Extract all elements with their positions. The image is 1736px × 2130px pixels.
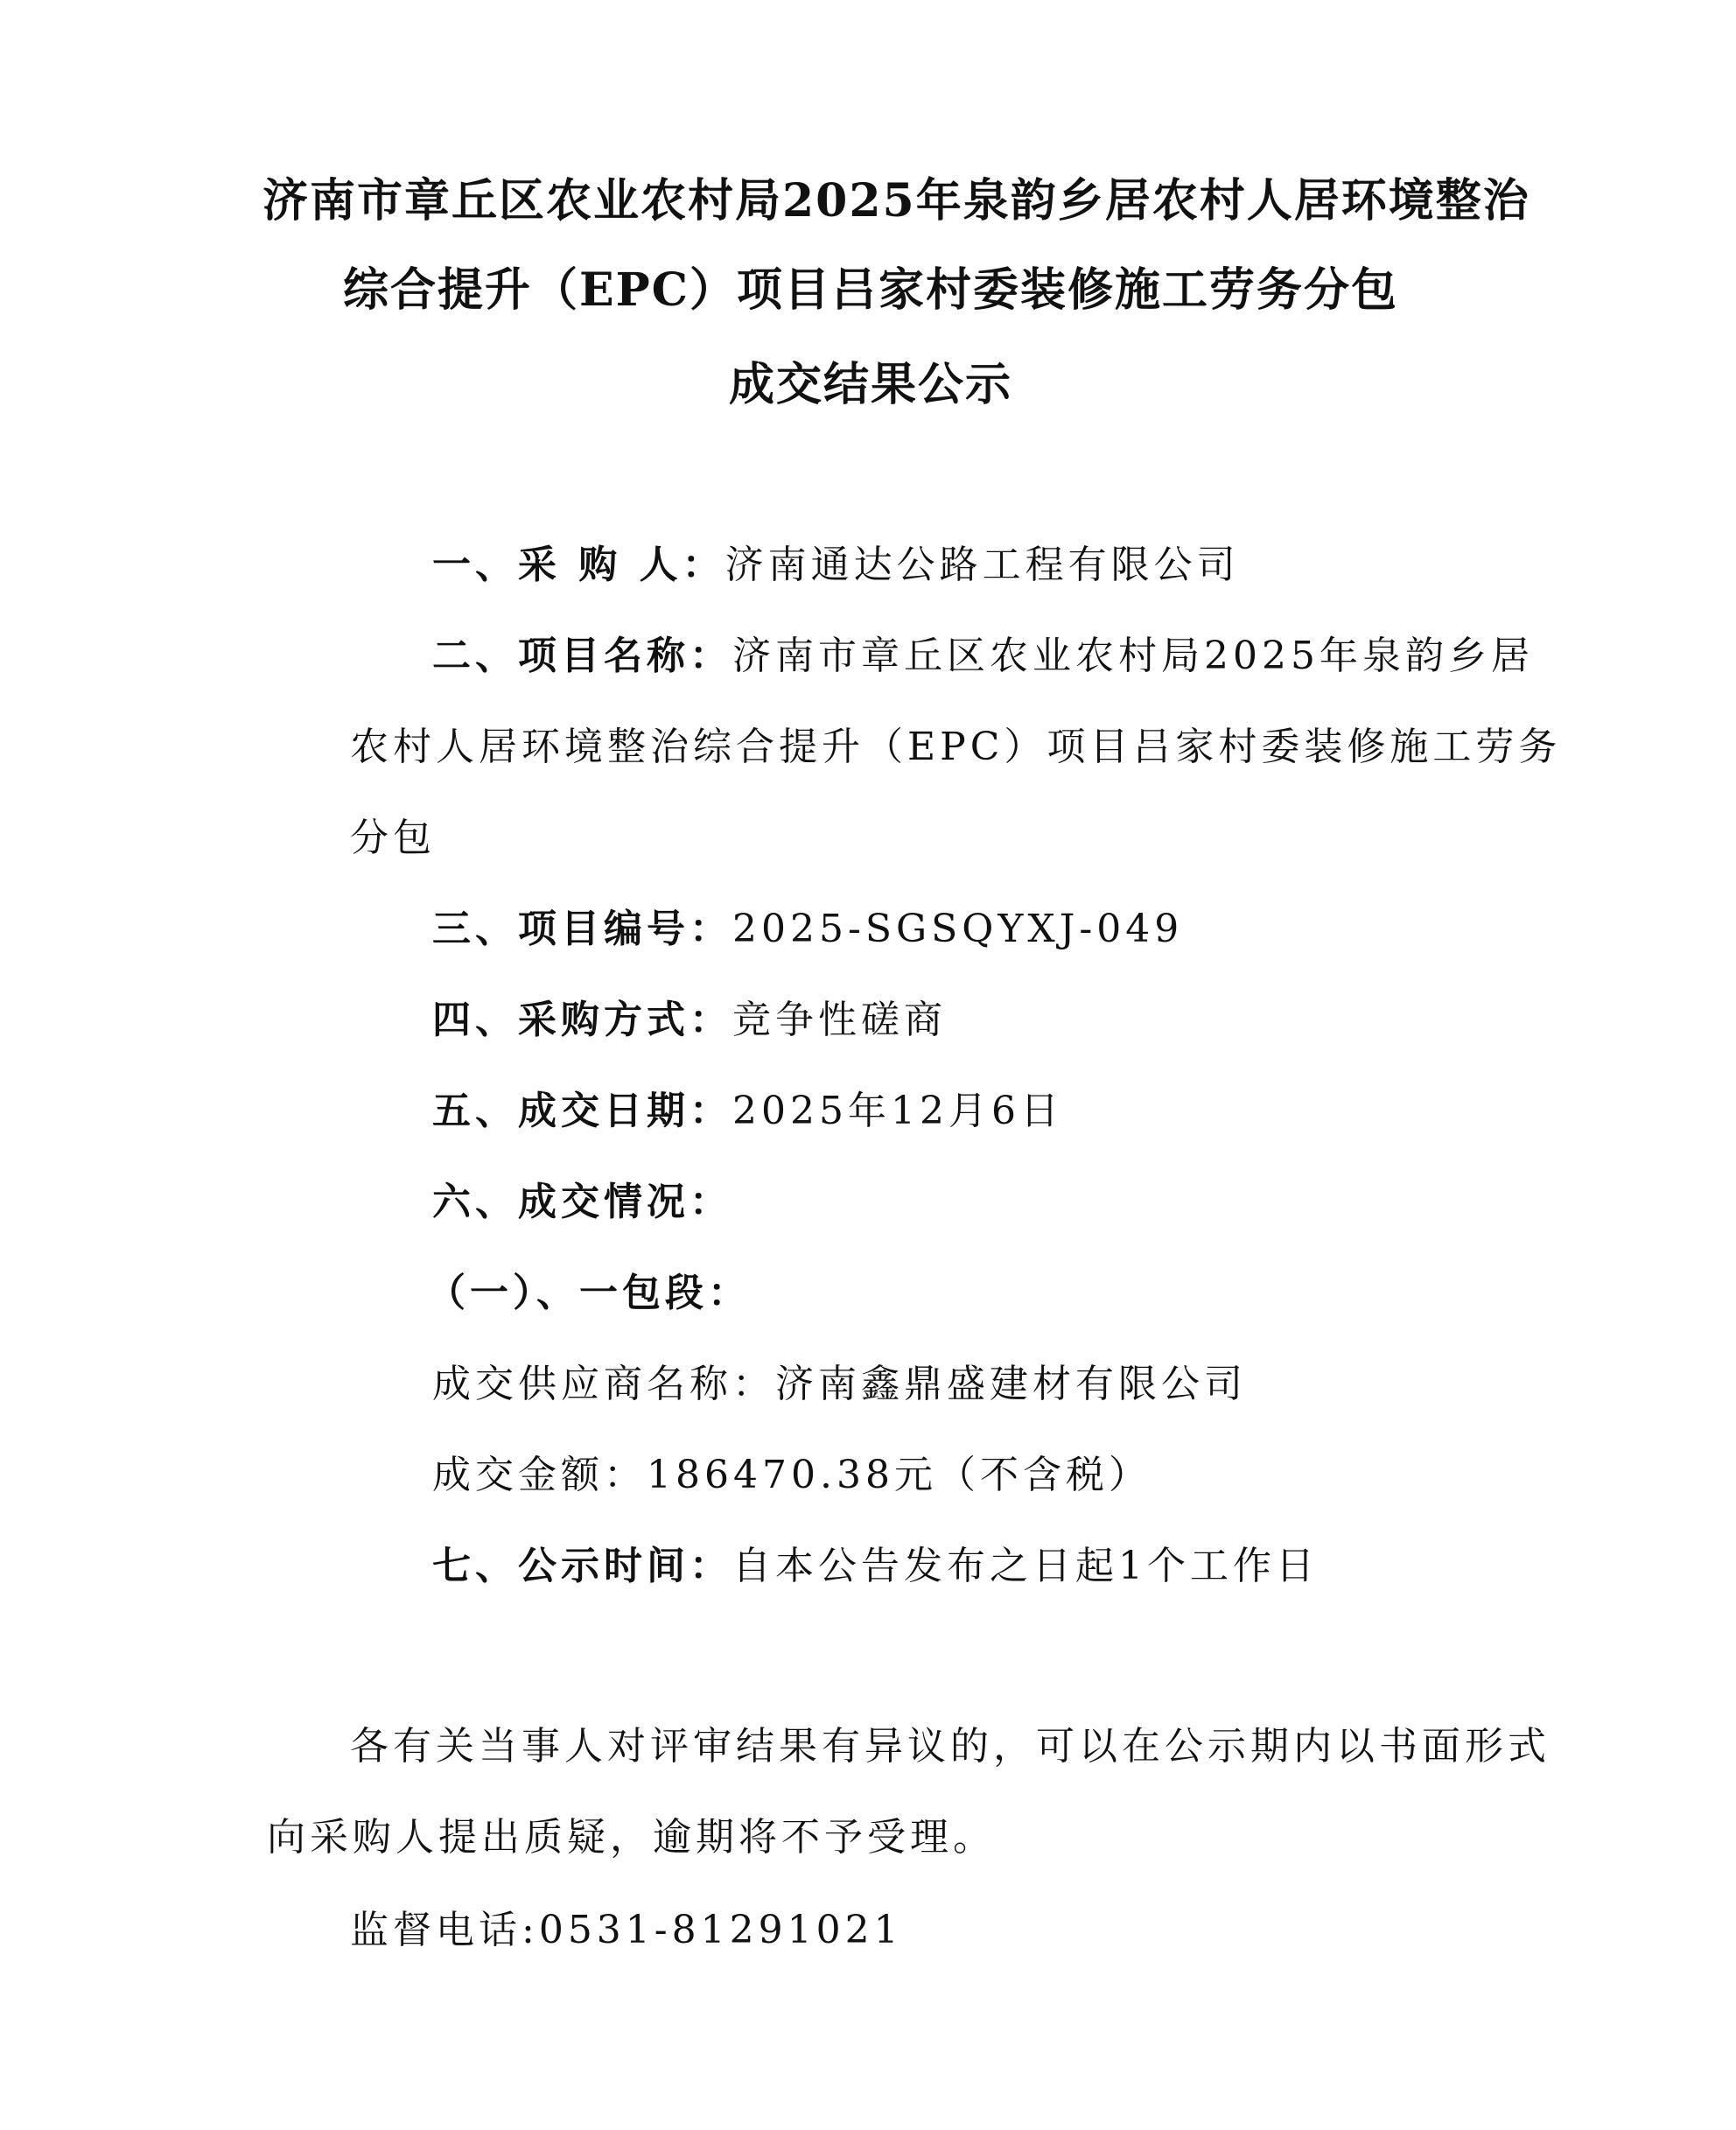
deal-date-value: 2025年12月6日 (732, 1089, 1063, 1133)
purchaser-label: 一、采 购 人： (432, 543, 725, 587)
amount-line: 成交金额：186470.38元（不含税） (432, 1453, 1152, 1497)
publicity-period-value: 自本公告发布之日起1个工作日 (732, 1544, 1319, 1588)
procurement-method-label: 四、采购方式： (432, 998, 732, 1042)
deal-date-row (432, 1087, 1063, 1136)
procurement-method-row (432, 996, 947, 1045)
objection-notice-line-1: 各有关当事人对评审结果有异议的，可以在公示期内以书面形式 (350, 1724, 1550, 1769)
purchaser-value: 济南通达公路工程有限公司 (724, 543, 1240, 587)
title-line-1: 济南市章丘区农业农村局2025年泉韵乡居农村人居环境整治 (262, 174, 1530, 228)
project-name-label: 二、项目名称： (432, 634, 732, 678)
supplier-line: 成交供应商名称：济南鑫鼎盛建材有限公司 (432, 1362, 1247, 1406)
project-name-value-line-1: 济南市章丘区农业农村局2025年泉韵乡居 (732, 634, 1534, 678)
title-line-3: 成交结果公示 (728, 358, 1012, 411)
purchaser-row (432, 541, 1240, 590)
procurement-method-value: 竞争性磋商 (732, 998, 947, 1042)
project-number-label: 三、项目编号： (432, 907, 732, 951)
publicity-period-label: 七、公示时间： (432, 1544, 732, 1588)
lot-heading: （一）、一包段： (427, 1271, 751, 1315)
publicity-period-row (432, 1542, 1319, 1591)
objection-notice-line-2: 向采购人提出质疑，逾期将不予受理。 (267, 1815, 996, 1860)
supervision-phone: 监督电话:0531-81291021 (350, 1908, 903, 1952)
title-line-2: 综合提升（EPC）项目吕家村委装修施工劳务分包 (342, 263, 1399, 317)
project-number-row (432, 905, 1183, 954)
project-name-value-line-3: 分包 (350, 816, 436, 860)
deal-date-label: 五、成交日期： (432, 1089, 732, 1133)
deal-result-heading: 六、成交情况： (432, 1180, 732, 1224)
project-name-row (432, 632, 1534, 681)
project-number-value: 2025-SGSQYXJ-049 (732, 907, 1184, 951)
project-name-value-line-2: 农村人居环境整治综合提升（EPC）项目吕家村委装修施工劳务 (350, 725, 1562, 769)
